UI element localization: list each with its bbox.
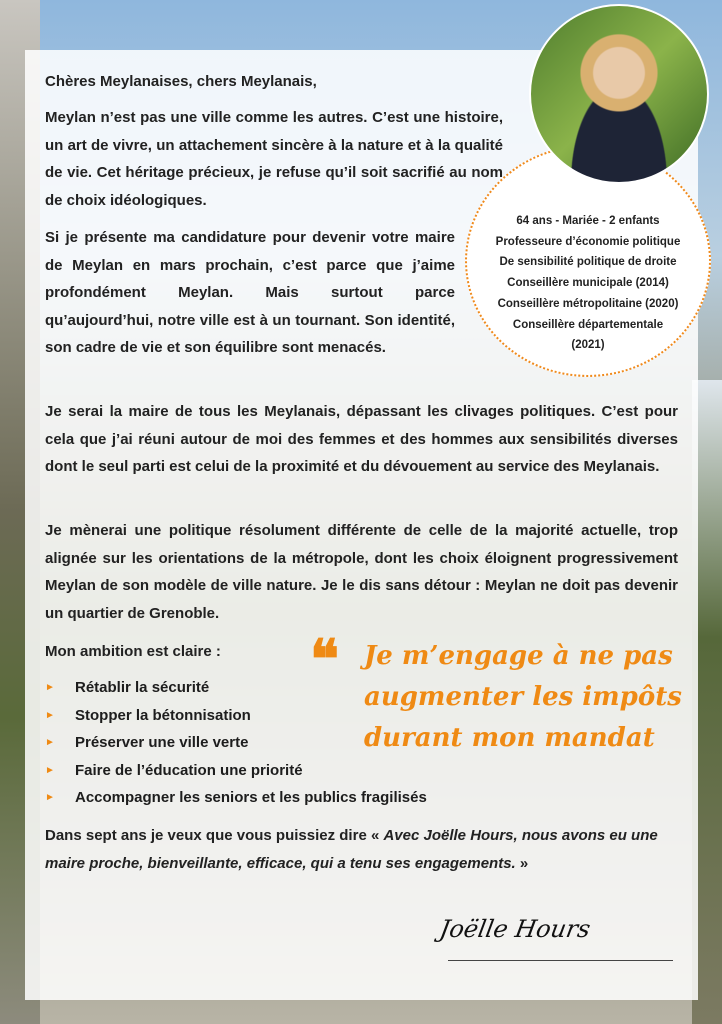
bullet-icon: ► [45,764,55,776]
bio-line: 64 ans - Mariée - 2 enfants [516,215,660,227]
paragraph-4-text: Je mènerai une politique résolument différente de celle de la majorité actuelle, trop alignée sur les orientations de la métropole, dont les choix éloignent progressivement Meylan de son modèle de ville nature. Je le dis sans détour : [45,522,678,594]
signature-line [448,960,673,961]
paragraph-4-bold: Meylan ne doit pas devenir un quartier de Grenoble. [45,577,679,622]
list-item-label: Stopper la bétonnisation [75,706,251,724]
pledge-line: durant mon mandat [364,723,655,753]
paragraph-4 [45,517,678,627]
bullet-icon: ► [45,682,55,693]
list-item-label: Rétablir la sécurité [75,679,210,696]
list-item-label: Préserver une ville verte [75,734,249,751]
closing-end: » [515,854,529,872]
paragraph-1: Meylan n’est pas une ville comme les autres. C’est une histoire, un art de vivre, un attachement sincère à la nature et à la qualité de vie. Cet héritage précieux, je refuse qu’il soit sacrifié au nom de choix idéologiques. [45,109,503,209]
list-item [45,757,427,785]
pledge-line: Je m’engage à ne pas [364,641,673,671]
bio-list [465,211,711,356]
bio-line: De sensibilité politique de droite [499,256,677,269]
closing-paragraph [45,822,678,877]
list-item [45,784,427,812]
pledge-line: augmenter les impôts [364,682,682,712]
bio-line: Conseillère municipale (2014) [507,277,669,290]
bio-line: Conseillère métropolitaine (2020) [497,297,679,310]
greeting: Chères Meylanaises, chers Meylanais, [45,73,317,90]
paragraph-3: Je serai la maire de tous les Meylanais, dépassant les clivages politiques. C’est pour cela que j’ai réuni autour de moi des femmes et des hommes aux sensibilités diverses dont le seul parti est celui de la proximité et du dévouement au service des Meylanais. [45,403,678,475]
signature: Joëlle Hours [437,915,593,943]
pledge-quote [310,627,700,759]
closing-start: Dans sept ans je veux que vous puissiez dire « [45,827,384,844]
closing-quote: Avec Joëlle Hours, nous avons eu une maire proche, bienveillante, efficace, qui a tenu ses engagements. [45,827,658,872]
candidate-portrait [529,4,709,184]
paragraph-2: Si je présente ma candidature pour devenir votre maire de Meylan en mars prochain, c’est parce que j’aime profondément Meylan. Mais surtout parce qu’aujourd’hui, notre ville est à un tournant. Son identité, son cadre de vie et son équilibre sont menacés. [45,229,455,356]
bullet-icon: ► [45,737,55,748]
bio-line: Professeure d’économie politique [495,235,681,248]
ambition-title: Mon ambition est claire : [45,643,221,660]
quote-mark-icon: ❝ [310,627,340,691]
bullet-icon: ► [45,792,55,803]
bio-line: (2021) [571,339,605,352]
list-item-label: Accompagner les seniors et les publics fragilisés [75,789,427,806]
bullet-icon: ► [45,709,55,721]
list-item-label: Faire de l’éducation une priorité [75,761,303,779]
bio-line: Conseillère départementale [512,318,664,331]
